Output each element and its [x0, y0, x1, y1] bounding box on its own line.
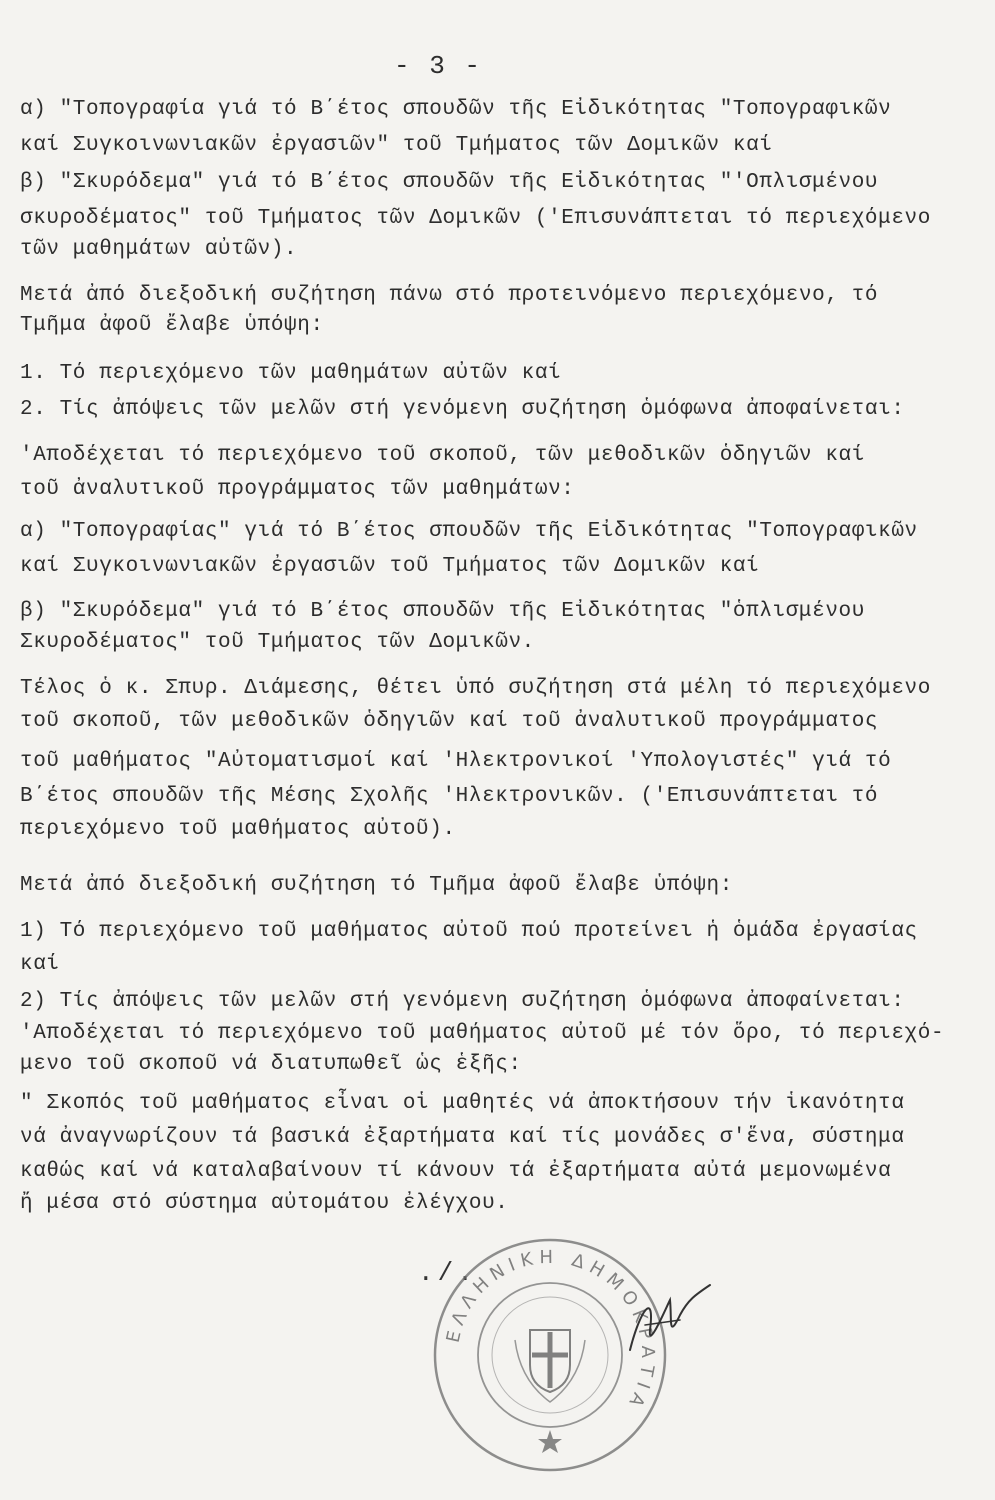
text-line: σκυροδέματος" τοῦ Τμήματος τῶν Δομικῶν ('Επισυνάπτεται τό περιεχόμενο [20, 207, 931, 230]
continuation-mark: ./. [418, 1258, 477, 1288]
text-line: 'Αποδέχεται τό περιεχόμενο τοῦ μαθήματος αὐτοῦ μέ τόν ὅρο, τό περιεχό- [20, 1022, 945, 1045]
text-line: α) "Τοπογραφία γιά τό Β΄έτος σπουδῶν τῆς Εἰδικότητας "Τοπογραφικῶν [20, 98, 892, 121]
text-line: καί [20, 953, 60, 976]
text-line: τοῦ ἀναλυτικοῦ προγράμματος τῶν μαθημάτων: [20, 478, 575, 501]
text-line: Μετά ἀπό διεξοδική συζήτηση τό Τμῆμα ἀφοῦ ἔλαβε ὑπόψη: [20, 874, 733, 897]
text-line: τοῦ μαθήματος "Αὐτοματισμοί καί 'Ηλεκτρονικοί 'Υπολογιστές" γιά τό [20, 750, 892, 773]
text-line: 'Αποδέχεται τό περιεχόμενο τοῦ σκοποῦ, τῶν μεθοδικῶν ὁδηγιῶν καί [20, 444, 865, 467]
text-line: β) "Σκυρόδεμα" γιά τό Β΄έτος σπουδῶν τῆς Εἰδικότητας "'Οπλισμένου [20, 171, 879, 194]
text-line: Τέλος ὁ κ. Σπυρ. Διάμεσης, θέτει ὑπό συζήτηση στά μέλη τό περιεχόμενο [20, 677, 931, 700]
text-line: α) "Τοπογραφίας" γιά τό Β΄έτος σπουδῶν τῆς Εἰδικότητας "Τοπογραφικῶν [20, 520, 918, 543]
text-line: Σκυροδέματος" τοῦ Τμήματος τῶν Δομικῶν. [20, 631, 535, 654]
coat-of-arms-icon [515, 1330, 585, 1402]
signature [610, 1270, 720, 1380]
text-line: καθώς καί νά καταλαβαίνουν τί κάνουν τά ἐξαρτήματα αὐτά μεμονωμένα [20, 1160, 892, 1183]
text-line: καί Συγκοινωνιακῶν ἐργασιῶν" τοῦ Τμήματος τῶν Δομικῶν καί [20, 134, 773, 157]
text-line: ἤ μέσα στό σύστημα αὐτομάτου ἐλέγχου. [20, 1192, 509, 1215]
text-line: νά ἀναγνωρίζουν τά βασικά ἐξαρτήματα καί τίς μονάδες σ'ἕνα, σύστημα [20, 1126, 905, 1149]
text-line: " Σκοπός τοῦ μαθήματος εἶναι οἱ μαθητές νά ἀποκτήσουν τήν ἱκανότητα [20, 1092, 905, 1115]
text-line: 1. Τό περιεχόμενο τῶν μαθημάτων αὐτῶν καί [20, 362, 562, 385]
text-line: τοῦ σκοποῦ, τῶν μεθοδικῶν ὁδηγιῶν καί τοῦ ἀναλυτικοῦ προγράμματος [20, 710, 879, 733]
text-line: καί Συγκοινωνιακῶν ἐργασιῶν τοῦ Τμήματος τῶν Δομικῶν καί [20, 555, 760, 578]
text-line: β) "Σκυρόδεμα" γιά τό Β΄έτος σπουδῶν τῆς Εἰδικότητας "ὁπλισμένου [20, 600, 865, 623]
text-line: μενο τοῦ σκοποῦ νά διατυπωθεῖ ὡς ἑξῆς: [20, 1053, 522, 1076]
text-line: Τμῆμα ἀφοῦ ἔλαβε ὑπόψη: [20, 314, 324, 337]
text-line: τῶν μαθημάτων αὐτῶν). [20, 238, 298, 261]
seal-lettering: ΕΛΛΗΝΙΚΗ ΔΗΜΟΚΡΑΤΙΑ [442, 1246, 659, 1416]
page-number: - 3 - [394, 51, 483, 81]
text-line: 1) Τό περιεχόμενο τοῦ μαθήματος αὐτοῦ πού προτείνει ἡ ὁμάδα ἐργασίας [20, 920, 918, 943]
text-line: Β΄έτος σπουδῶν τῆς Μέσης Σχολῆς 'Ηλεκτρονικῶν. ('Επισυνάπτεται τό [20, 785, 879, 808]
text-line: 2) Τίς ἀπόψεις τῶν μελῶν στή γενόμενη συζήτηση ὁμόφωνα ἀποφαίνεται: [20, 990, 905, 1013]
text-line: 2. Τίς ἀπόψεις τῶν μελῶν στή γενόμενη συζήτηση ὁμόφωνα ἀποφαίνεται: [20, 398, 905, 421]
text-line: Μετά ἀπό διεξοδική συζήτηση πάνω στό προτεινόμενο περιεχόμενο, τό [20, 284, 879, 307]
text-line: περιεχόμενο τοῦ μαθήματος αὐτοῦ). [20, 818, 456, 841]
